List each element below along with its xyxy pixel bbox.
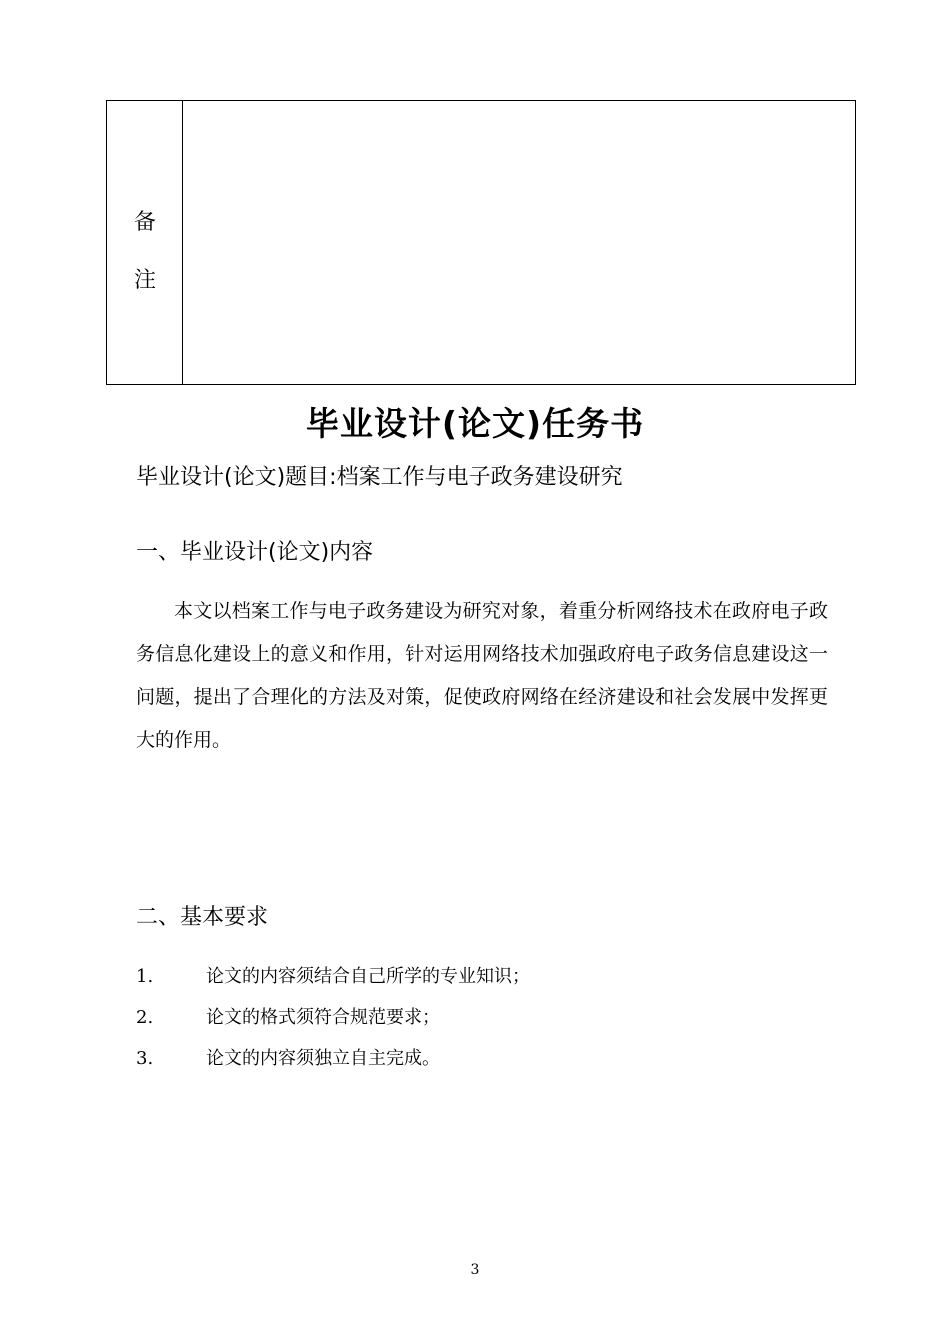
list-item-number: 1. [136, 966, 154, 987]
list-item-text: 论文的格式须符合规范要求； [206, 1007, 440, 1028]
list-item-text: 论文的内容须结合自己所学的专业知识； [206, 966, 530, 987]
remarks-table [106, 100, 856, 385]
list-item-number: 2. [136, 1007, 154, 1028]
list-item [136, 1003, 440, 1029]
list-item-text: 论文的内容须独立自主完成。 [206, 1048, 440, 1069]
remarks-label-char: 备 [133, 210, 156, 235]
topic-label: 毕业设计(论文)题目: [136, 465, 337, 490]
list-item-number: 3. [136, 1048, 154, 1069]
remarks-label-cell [107, 101, 183, 384]
list-item [136, 962, 530, 988]
topic-line [136, 460, 623, 491]
list-item [136, 1044, 440, 1070]
remarks-content-cell [183, 101, 855, 384]
page-number: 3 [470, 1262, 480, 1278]
section-heading-content: 一、毕业设计(论文)内容 [136, 540, 374, 565]
document-title: 毕业设计(论文)任务书 [305, 404, 645, 443]
topic-value: 档案工作与电子政务建设研究 [336, 465, 623, 490]
content-paragraph: 本文以档案工作与电子政务建设为研究对象，着重分析网络技术在政府电子政务信息化建设上的意义和作用，针对运用网络技术加强政府电子政务信息建设这一问题，提出了合理化的方法及对策，促使政府网络在经济建设和社会发展中发挥更大的作用。 [136, 600, 828, 751]
remarks-label-char: 注 [133, 268, 156, 293]
section-heading-requirements: 二、基本要求 [136, 905, 269, 930]
